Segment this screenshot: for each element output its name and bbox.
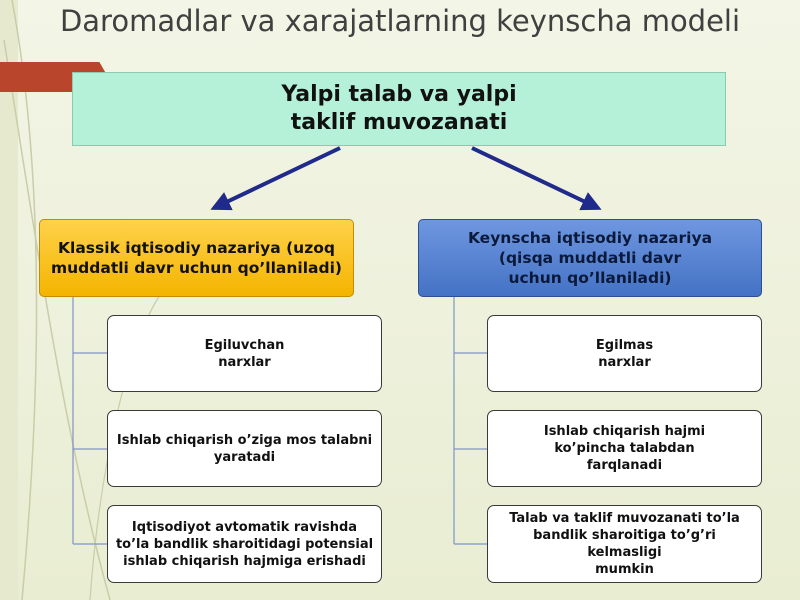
keynesian-item-output-differs: Ishlab chiqarish hajmi ko’pincha talabdan farqlanadi (487, 410, 762, 487)
equilibrium-box: Yalpi talab va yalpi taklif muvozanati (72, 72, 726, 146)
slide-title: Daromadlar va xarajatlarning keynscha modeli (59, 4, 741, 38)
arrow-to-classical (214, 148, 340, 208)
arrow-to-keynesian (472, 148, 598, 208)
keynesian-item-rigid-prices: Egilmas narxlar (487, 315, 762, 392)
classical-item-supply-creates-demand: Ishlab chiqarish o’ziga mos talabni yaratadi (107, 410, 382, 487)
keynesian-tree-lines (454, 297, 487, 544)
keynesian-item-equilibrium-mismatch: Talab va taklif muvozanati to’la bandlik sharoitiga to’g’ri kelmasligi mumkin (487, 505, 762, 583)
classical-theory-box: Klassik iqtisodiy nazariya (uzoq muddatli davr uchun qo’llaniladi) (39, 219, 354, 297)
classical-item-full-employment: Iqtisodiyot avtomatik ravishda to’la bandlik sharoitidagi potensial ishlab chiqarish hajmiga erishadi (107, 505, 382, 583)
classical-item-flexible-prices: Egiluvchan narxlar (107, 315, 382, 392)
classical-tree-lines (73, 297, 107, 544)
keynesian-theory-box: Keynscha iqtisodiy nazariya (qisqa muddatli davr uchun qo’llaniladi) (418, 219, 762, 297)
